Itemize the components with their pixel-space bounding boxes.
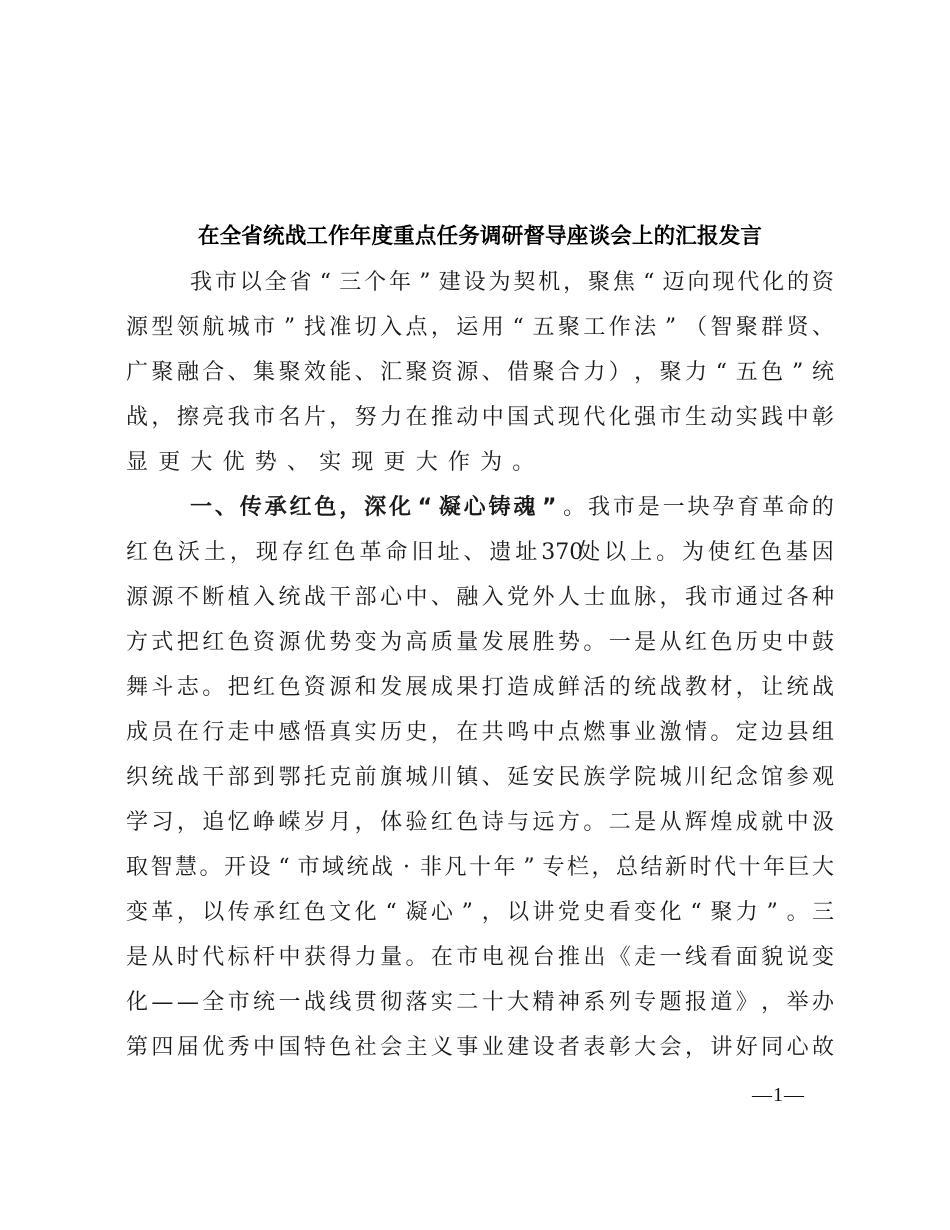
text-line: 红 色 沃 土 ， 现 存 红 色 革 命 旧 址 、 遗 址 370 处 以 上 。 为 使 红 色 基 因 [126, 540, 834, 565]
text-line: 我 市 以 全 省 “ 三 个 年 ” 建 设 为 契 机 ， 聚 焦 “ 迈 向 现 代 化 的 资 [190, 270, 834, 295]
page-number: —1— [752, 1084, 805, 1106]
text-line: 战 ， 擦 亮 我 市 名 片 ， 努 力 在 推 动 中 国 式 现 代 化 强 市 生 动 实 践 中 彰 [126, 405, 834, 430]
text-line: 广 聚 融 合 、 集 聚 效 能 、 汇 聚 资 源 、 借 聚 合 力 ） ， 聚 力 “ 五 色 ” 统 [126, 360, 834, 385]
document-title: 在全省统战工作年度重点任务调研督导座谈会上的汇报发言 [197, 224, 763, 249]
text-line: 化 — — 全 市 统 一 战 线 贯 彻 落 实 二 十 大 精 神 系 列 专 题 报 道 》 ， 举 办 [126, 990, 834, 1015]
text-line: 第 四 届 优 秀 中 国 特 色 社 会 主 义 事 业 建 设 者 表 彰 大 会 ， 讲 好 同 心 故 [126, 1035, 834, 1060]
text-line: 舞 斗 志 。 把 红 色 资 源 和 发 展 成 果 打 造 成 鲜 活 的 统 战 教 材 ， 让 统 战 [126, 675, 834, 700]
text-line: 变 革 ， 以 传 承 红 色 文 化 “ 凝 心 ” ， 以 讲 党 史 看 变 化 “ 聚 力 ” 。 三 [126, 900, 834, 925]
text-line: 成 员 在 行 走 中 感 悟 真 实 历 史 ， 在 共 鸣 中 点 燃 事 业 激 情 。 定 边 县 组 [126, 720, 834, 745]
text-line: 取 智 慧 。 开 设 “ 市 域 统 战 · 非 凡 十 年 ” 专 栏 ， 总 结 新 时 代 十 年 巨 大 [126, 855, 835, 880]
text-line: 学 习 ， 追 忆 峥 嵘 岁 月 ， 体 验 红 色 诗 与 远 方 。 二 是 从 辉 煌 成 就 中 汲 [126, 810, 834, 835]
text-line: 源 型 领 航 城 市 ” 找 准 切 入 点 ， 运 用 “ 五 聚 工 作 法 ” （ 智 聚 群 贤 、 [126, 315, 834, 340]
text-line: 是 从 时 代 标 杆 中 获 得 力 量 。 在 市 电 视 台 推 出 《 走 一 线 看 面 貌 说 变 [126, 945, 834, 970]
text-line: 源 源 不 断 植 入 统 战 干 部 心 中 、 融 入 党 外 人 士 血 脉 ， 我 市 通 过 各 种 [126, 585, 834, 610]
text-line: 显 更 大 优 势 、 实 现 更 大 作 为 。 [126, 450, 535, 475]
text-line: 织 统 战 干 部 到 鄂 托 克 前 旗 城 川 镇 、 延 安 民 族 学 院 城 川 纪 念 馆 参 观 [126, 765, 834, 790]
text-line: 一 、 传 承 红 色 ， 深 化 “ 凝 心 铸 魂 ” 。 我 市 是 一 块 孕 育 革 命 的 [190, 495, 834, 520]
text-line: 方 式 把 红 色 资 源 优 势 变 为 高 质 量 发 展 胜 势 。 一 是 从 红 色 历 史 中 鼓 [126, 630, 834, 655]
